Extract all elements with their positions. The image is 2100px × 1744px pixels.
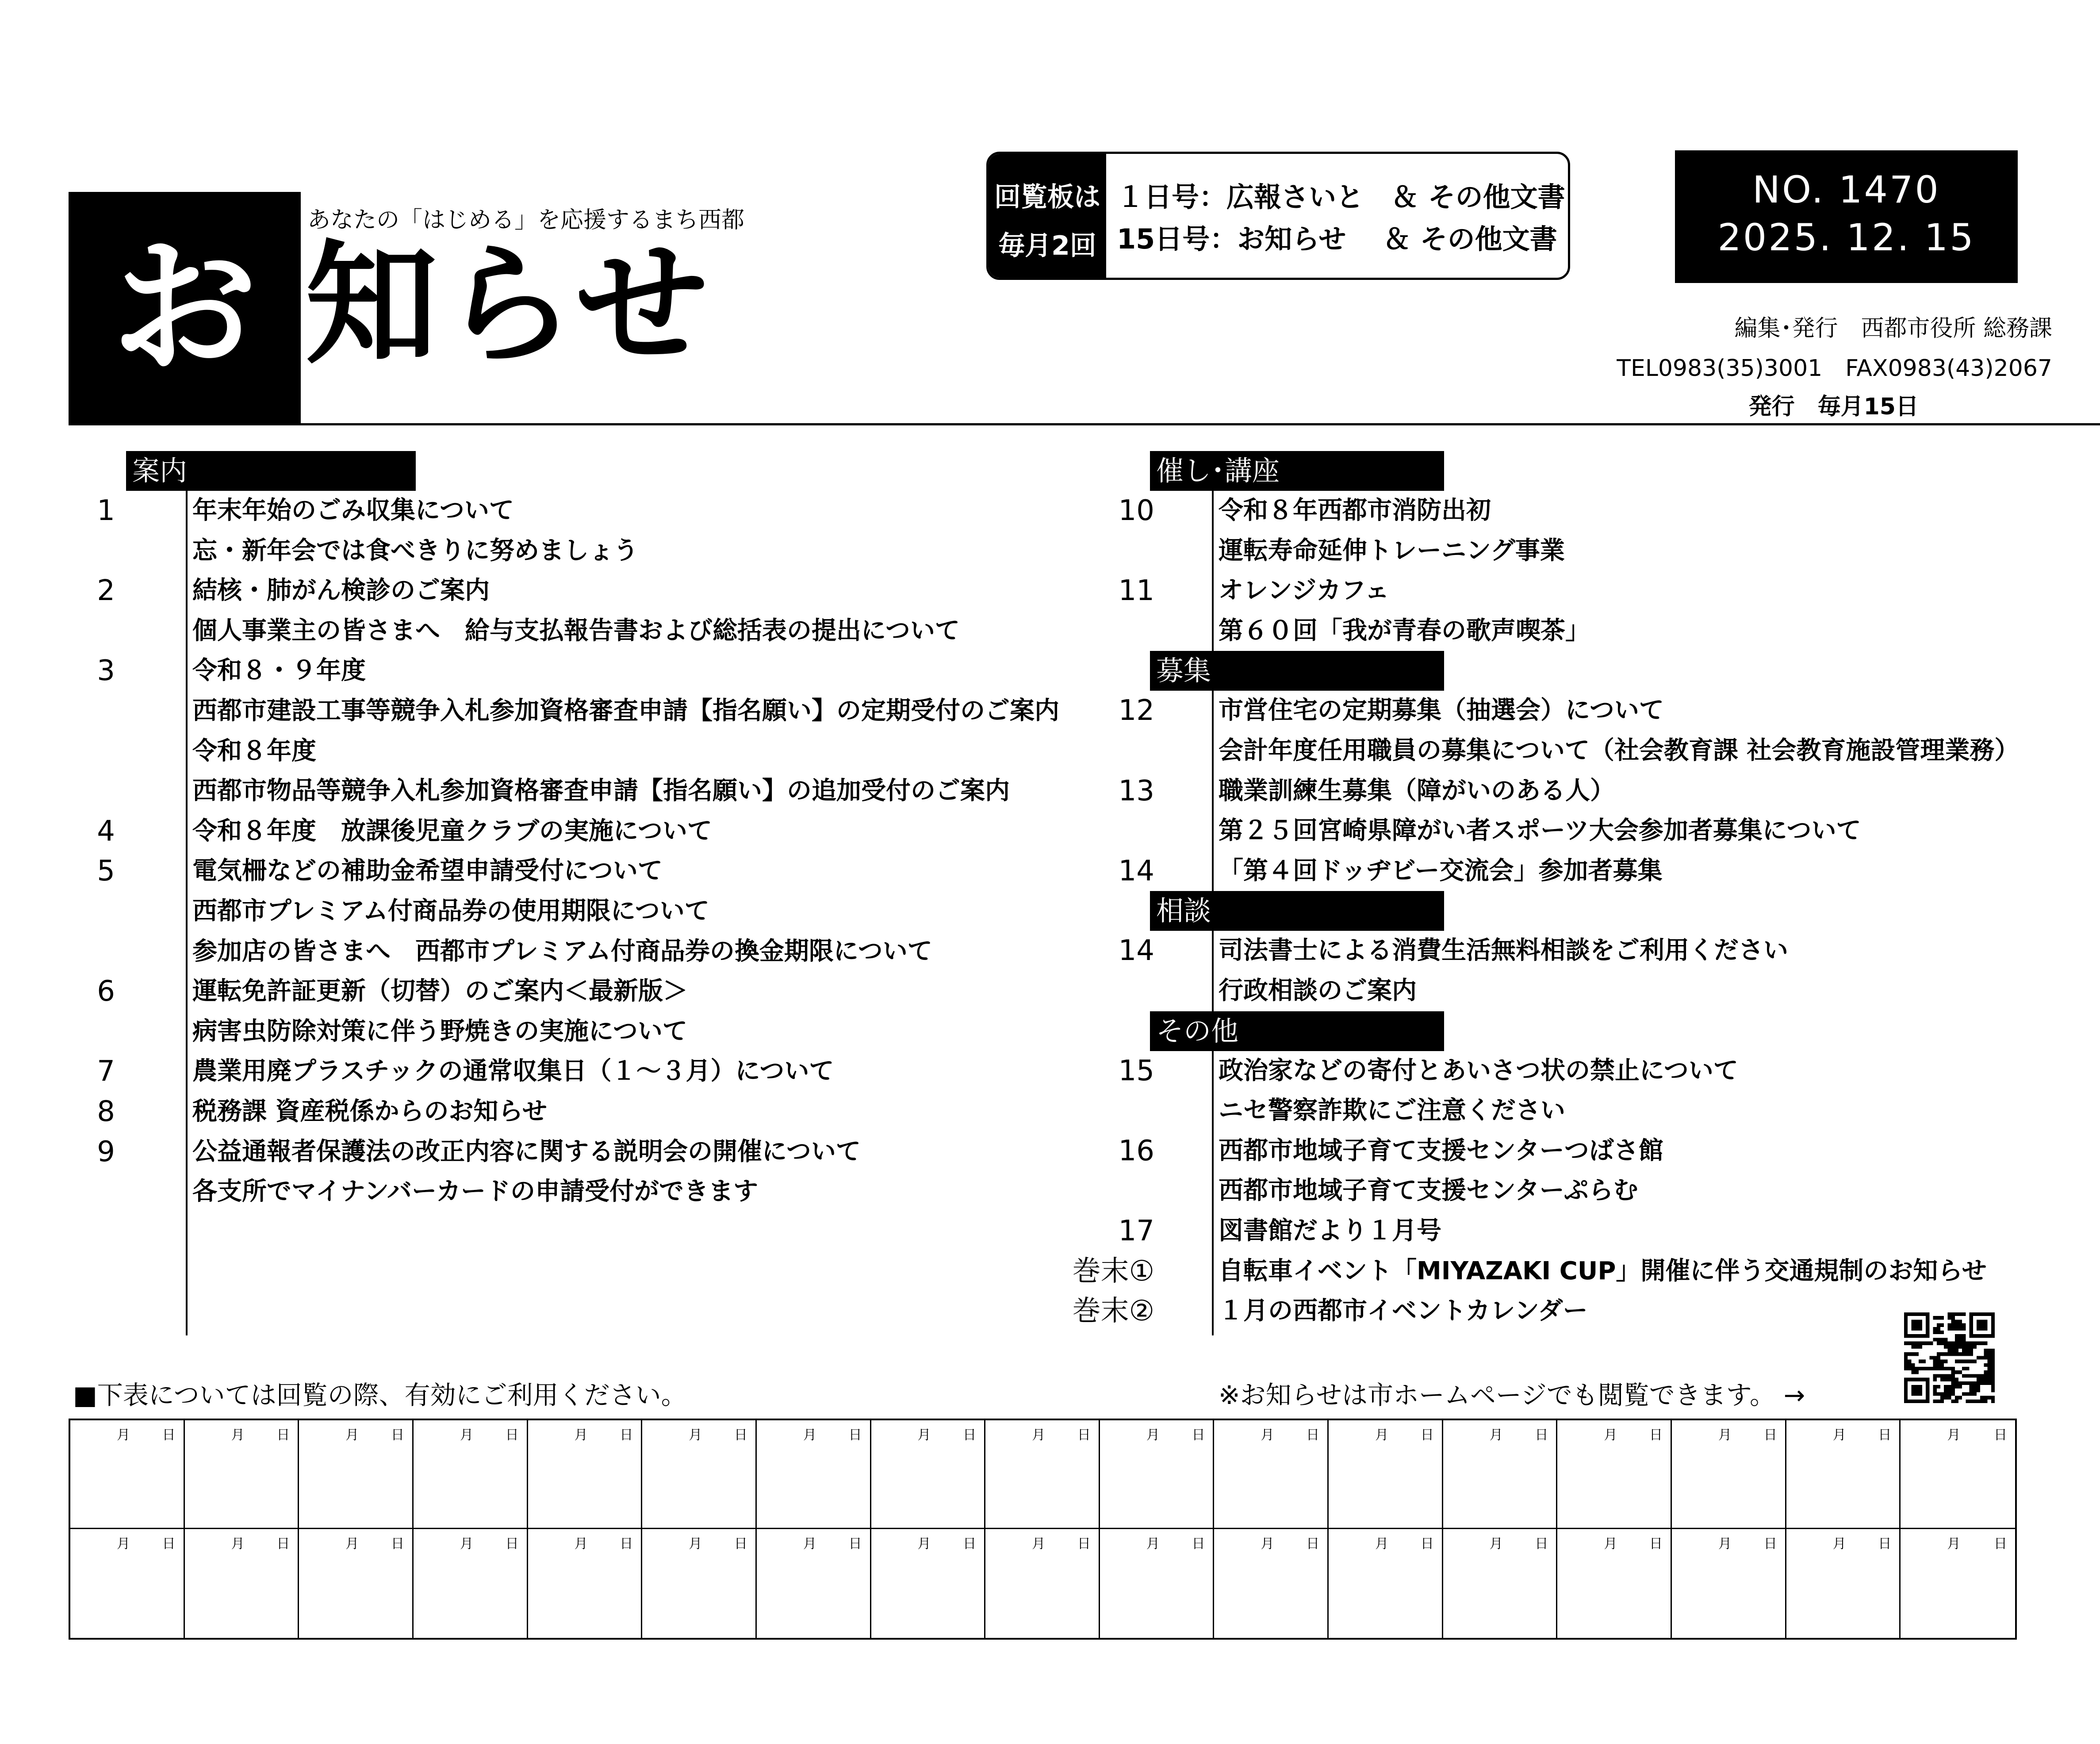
calendar-month-label: 月 [117, 1427, 130, 1443]
calendar-cell [871, 1529, 986, 1638]
notice-item [97, 1132, 861, 1172]
calendar-day-label: 日 [1306, 1536, 1320, 1552]
notice-item [1118, 1051, 1738, 1091]
circulation-label-line2: 毎月2回 [998, 230, 1096, 261]
circulation-row-1: １日号：広報さいと ＆ その他文書 [1117, 181, 1565, 213]
calendar-month-label: 月 [803, 1536, 816, 1552]
notice-number: 12 [1118, 694, 1154, 727]
calendar-month-label: 月 [1146, 1427, 1160, 1443]
calendar-month-label: 月 [1261, 1427, 1274, 1443]
calendar-month-label: 月 [1604, 1427, 1617, 1443]
calendar-day-label: 日 [1420, 1536, 1434, 1552]
section-header: 相談 [1150, 891, 1444, 931]
calendar-month-label: 月 [1947, 1427, 1961, 1443]
circulation-row-2: 15日号：お知らせ ＆ その他文書 [1117, 223, 1557, 255]
circulation-box [986, 152, 1570, 280]
notice-number: 1 [97, 494, 115, 527]
notice-title: 司法書士による消費生活無料相談をご利用ください [1219, 936, 1788, 965]
notice-title: 第２５回宮崎県障がい者スポーツ大会参加者募集について [1219, 816, 1861, 845]
notice-title: 図書館だより１月号 [1219, 1216, 1441, 1245]
circulation-label-line1: 回覧板は [994, 182, 1100, 213]
calendar-cell [1672, 1529, 1786, 1638]
notice-title: 電気柵などの補助金希望申請受付について [192, 857, 663, 886]
calendar-day-label: 日 [162, 1427, 176, 1443]
calendar-day-label: 日 [1535, 1427, 1548, 1443]
issue-box [1675, 150, 2018, 283]
notice-number: 15 [1118, 1054, 1154, 1087]
calendar-day-label: 日 [276, 1536, 290, 1552]
calendar-day-label: 日 [1763, 1427, 1777, 1443]
notice-item [126, 731, 416, 772]
notice-title: 令和８年度 放課後児童クラブの実施について [192, 816, 712, 845]
calendar-day-label: 日 [734, 1427, 747, 1443]
notice-number: 17 [1118, 1214, 1154, 1247]
page-title: 知らせ [305, 228, 713, 382]
calendar-cell [528, 1420, 643, 1529]
notice-item [1150, 611, 1590, 651]
notice-number [15, 1012, 115, 1052]
notice-item [97, 851, 663, 891]
calendar-day-label: 日 [620, 1427, 633, 1443]
calendar-day-label: 日 [162, 1536, 176, 1552]
notice-number: 11 [1118, 574, 1154, 608]
calendar-month-label: 月 [689, 1427, 702, 1443]
notice-number [15, 691, 115, 731]
calendar-day-label: 日 [1763, 1536, 1777, 1552]
calendar-day-label: 日 [1649, 1536, 1663, 1552]
notice-item [126, 531, 638, 571]
calendar-day-label: 日 [1192, 1427, 1205, 1443]
notice-item [126, 1172, 759, 1212]
section-header: 案内 [126, 451, 416, 491]
notice-number [1017, 611, 1154, 651]
notice-item [1118, 491, 1491, 531]
notice-number: 13 [1118, 774, 1154, 807]
notice-item [1118, 691, 1664, 731]
calendar-day-label: 日 [391, 1536, 404, 1552]
calendar-month-label: 月 [460, 1536, 473, 1552]
issue-number: NO. 1470 [1752, 168, 1940, 211]
calendar-month-label: 月 [460, 1427, 473, 1443]
qr-code-icon [1904, 1312, 1995, 1403]
notice-item [97, 811, 712, 852]
calendar-day-label: 日 [1192, 1536, 1205, 1552]
notice-number [15, 932, 115, 971]
calendar-month-label: 月 [1489, 1427, 1503, 1443]
calendar-cell [414, 1420, 528, 1529]
calendar-month-label: 月 [117, 1536, 130, 1552]
calendar-day-label: 日 [963, 1427, 977, 1443]
notice-item [126, 691, 1059, 731]
notice-title: 西都市物品等競争入札参加資格審査申請【指名願い】の追加受付のご案内 [192, 776, 1010, 806]
calendar-cell [1557, 1420, 1672, 1529]
notice-title: 忘・新年会では食べきりに努めましょう [192, 536, 638, 565]
notice-title: 公益通報者保護法の改正内容に関する説明会の開催について [192, 1137, 861, 1166]
calendar-month-label: 月 [345, 1536, 359, 1552]
circulation-label [989, 154, 1106, 278]
notice-title: 行政相談のご案内 [1219, 976, 1417, 1005]
notice-item [1118, 851, 1663, 891]
calendar-cell [1786, 1529, 1901, 1638]
calendar-day-label: 日 [848, 1536, 862, 1552]
calendar-cell [642, 1420, 757, 1529]
calendar-day-label: 日 [734, 1536, 747, 1552]
calendar-day-label: 日 [1993, 1427, 2007, 1443]
notice-title: 自転車イベント「MIYAZAKI CUP」開催に伴う交通規制のお知らせ [1219, 1256, 1987, 1285]
notice-item [1118, 1211, 1444, 1251]
calendar-cell [414, 1529, 528, 1638]
calendar-month-label: 月 [574, 1536, 588, 1552]
notice-title: 病害虫防除対策に伴う野焼きの実施について [192, 1017, 687, 1046]
notice-number [1017, 1171, 1154, 1211]
calendar-cell [1329, 1420, 1443, 1529]
calendar-cell [185, 1420, 299, 1529]
calendar-month-label: 月 [1032, 1536, 1046, 1552]
notice-number [1017, 731, 1154, 771]
calendar-month-label: 月 [917, 1427, 931, 1443]
calendar-cell [1329, 1529, 1443, 1638]
calendar-month-label: 月 [1832, 1536, 1846, 1552]
publish-frequency: 発行 毎月15日 [1748, 394, 1919, 420]
notice-item [1150, 811, 1861, 851]
notice-title: 年末年始のごみ収集について [192, 496, 514, 525]
notice-title: 職業訓練生募集（障がいのある人） [1219, 776, 1615, 805]
calendar-day-label: 日 [963, 1536, 977, 1552]
notice-item [126, 891, 709, 932]
section-header: 募集 [1150, 651, 1444, 691]
calendar-month-label: 月 [1832, 1427, 1846, 1443]
header-rule [69, 423, 2100, 425]
calendar-month-label: 月 [917, 1536, 931, 1552]
issue-date: 2025. 12. 15 [1717, 216, 1975, 259]
calendar-cell [1100, 1529, 1215, 1638]
notice-title: 会計年度任用職員の募集について（社会教育課 社会教育施設管理業務） [1219, 736, 2020, 765]
notice-number: 7 [97, 1055, 115, 1088]
notice-title: 運転免許証更新（切替）のご案内＜最新版＞ [192, 977, 688, 1006]
notice-item [126, 611, 960, 651]
notice-item [1118, 771, 1615, 811]
calendar-cell [1443, 1529, 1558, 1638]
notice-title: 西都市地域子育て支援センターつばさ館 [1219, 1136, 1663, 1165]
calendar-cell [1100, 1420, 1215, 1529]
notice-number: 6 [97, 975, 115, 1008]
title-first-char: お [111, 223, 258, 393]
calendar-cell [1443, 1420, 1558, 1529]
notice-number: 14 [1118, 934, 1154, 968]
calendar-month-label: 月 [1375, 1536, 1389, 1552]
notice-title: 税務課 資産税係からのお知らせ [192, 1097, 547, 1126]
calendar-cell [1214, 1529, 1329, 1638]
calendar-cell [185, 1529, 299, 1638]
calendar-day-label: 日 [1649, 1427, 1663, 1443]
calendar-month-label: 月 [1375, 1427, 1389, 1443]
notice-item [1150, 1091, 1565, 1131]
notice-item [97, 1052, 834, 1092]
notice-number: 3 [97, 654, 115, 688]
notice-item [97, 571, 490, 611]
notice-item [97, 491, 514, 531]
notice-title: １月の西都市イベントカレンダー [1219, 1297, 1588, 1326]
notice-title: 参加店の皆さまへ 西都市プレミアム付商品券の換金期限について [192, 937, 932, 966]
notice-title: ニセ警察詐欺にご注意ください [1219, 1096, 1565, 1125]
notice-item [1118, 1131, 1663, 1171]
calendar-cell [985, 1529, 1100, 1638]
notice-number: 2 [97, 574, 115, 608]
calendar-cell [871, 1420, 986, 1529]
calendar-note: ■下表については回覧の際、有効にご利用ください。 [73, 1380, 687, 1410]
calendar-day-label: 日 [1878, 1427, 1892, 1443]
calendar-day-label: 日 [1306, 1427, 1320, 1443]
calendar-month-label: 月 [803, 1427, 816, 1443]
notice-number: 巻末② [1072, 1295, 1154, 1328]
calendar-cell [1557, 1529, 1672, 1638]
notice-title: 令和８年西都市消防出初 [1219, 496, 1491, 525]
notice-title: 政治家などの寄付とあいさつ状の禁止について [1219, 1056, 1738, 1085]
notice-title: 「第４回ドッヂビー交流会」参加者募集 [1219, 856, 1663, 885]
notice-title: 運転寿命延伸トレーニング事業 [1219, 536, 1565, 565]
calendar-month-label: 月 [1718, 1427, 1732, 1443]
circulation-calendar-table [69, 1419, 2017, 1640]
calendar-cell [1672, 1420, 1786, 1529]
notice-number [15, 1172, 115, 1212]
notice-item [126, 932, 932, 972]
calendar-day-label: 日 [1077, 1427, 1091, 1443]
notice-item [1118, 931, 1788, 971]
notice-item [126, 771, 1010, 811]
calendar-day-label: 日 [848, 1427, 862, 1443]
notice-item [1150, 971, 1444, 1011]
calendar-month-label: 月 [689, 1536, 702, 1552]
notice-item [1118, 571, 1444, 611]
notice-item [1072, 1291, 1588, 1331]
calendar-day-label: 日 [1077, 1536, 1091, 1552]
notice-title: オレンジカフェ [1219, 576, 1390, 605]
calendar-month-label: 月 [231, 1427, 245, 1443]
contact-info: TEL0983(35)3001 FAX0983(43)2067 [1617, 355, 2052, 382]
calendar-day-label: 日 [505, 1536, 519, 1552]
notice-number [1017, 811, 1154, 851]
calendar-cell [299, 1420, 414, 1529]
calendar-cell [70, 1420, 185, 1529]
notice-item [97, 971, 688, 1012]
right-column [1072, 451, 2020, 1331]
homepage-note: ※お知らせは市ホームページでも閲覧できます。 → [1219, 1380, 1805, 1410]
notice-item [97, 651, 416, 691]
slogan: あなたの「はじめる」を応援するまち西都 [307, 207, 745, 233]
notice-item [97, 1092, 547, 1132]
notice-number: 10 [1118, 494, 1154, 527]
calendar-day-label: 日 [1993, 1536, 2007, 1552]
notice-title: 農業用廃プラスチックの通常収集日（１～３月）について [192, 1057, 834, 1086]
notice-item [1072, 1251, 1987, 1292]
notice-title: 各支所でマイナンバーカードの申請受付ができます [192, 1177, 759, 1206]
section-header: 催し･講座 [1150, 451, 1444, 491]
notice-title: 第６０回「我が青春の歌声喫茶」 [1219, 616, 1590, 645]
calendar-month-label: 月 [1146, 1536, 1160, 1552]
calendar-cell [642, 1529, 757, 1638]
notice-item [126, 1012, 687, 1052]
notice-number: 9 [97, 1135, 115, 1168]
notice-number: 4 [97, 815, 115, 848]
notice-title: 令和８・９年度 [192, 656, 366, 685]
notice-title: 西都市地域子育て支援センターぷらむ [1219, 1176, 1638, 1205]
calendar-day-label: 日 [1535, 1536, 1548, 1552]
notice-number [15, 771, 115, 811]
calendar-cell [299, 1529, 414, 1638]
notice-title: 個人事業主の皆さまへ 給与支払報告書および総括表の提出について [192, 616, 960, 645]
calendar-day-label: 日 [276, 1427, 290, 1443]
notice-item [1150, 1171, 1638, 1211]
notice-title: 西都市プレミアム付商品券の使用期限について [192, 896, 709, 926]
left-column [97, 451, 1059, 1212]
notice-number: 14 [1118, 854, 1154, 887]
title-first-char-box [69, 192, 301, 424]
notice-number [1017, 971, 1154, 1011]
calendar-month-label: 月 [574, 1427, 588, 1443]
calendar-cell [528, 1529, 643, 1638]
calendar-month-label: 月 [1604, 1536, 1617, 1552]
notice-number: 5 [97, 855, 115, 888]
calendar-cell [70, 1529, 185, 1638]
calendar-month-label: 月 [345, 1427, 359, 1443]
notice-number [1017, 1091, 1154, 1131]
notice-number [15, 731, 115, 771]
calendar-cell [1786, 1420, 1901, 1529]
notice-item [1150, 731, 2020, 771]
calendar-month-label: 月 [1032, 1427, 1046, 1443]
notice-number: 16 [1118, 1134, 1154, 1167]
calendar-day-label: 日 [1420, 1427, 1434, 1443]
calendar-day-label: 日 [620, 1536, 633, 1552]
calendar-day-label: 日 [505, 1427, 519, 1443]
notice-title: 市営住宅の定期募集（抽選会）について [1219, 696, 1664, 725]
notice-item [1150, 531, 1565, 571]
notice-number: 8 [97, 1095, 115, 1128]
notice-title: 結核・肺がん検診のご案内 [192, 576, 490, 605]
calendar-month-label: 月 [1261, 1536, 1274, 1552]
calendar-day-label: 日 [391, 1427, 404, 1443]
calendar-month-label: 月 [231, 1536, 245, 1552]
calendar-month-label: 月 [1947, 1536, 1961, 1552]
calendar-cell [757, 1529, 871, 1638]
calendar-day-label: 日 [1878, 1536, 1892, 1552]
notice-title: 西都市建設工事等競争入札参加資格審査申請【指名願い】の定期受付のご案内 [192, 696, 1059, 725]
notice-number [15, 891, 115, 931]
notice-number [15, 611, 115, 651]
notice-number: 巻末① [1072, 1254, 1154, 1288]
calendar-cell [1901, 1529, 2015, 1638]
publisher: 編集･発行 西都市役所 総務課 [1734, 315, 2052, 342]
calendar-cell [1214, 1420, 1329, 1529]
calendar-cell [757, 1420, 871, 1529]
notice-title: 令和８年度 [192, 736, 316, 765]
calendar-month-label: 月 [1489, 1536, 1503, 1552]
section-header: その他 [1150, 1011, 1444, 1051]
calendar-month-label: 月 [1718, 1536, 1732, 1552]
notice-number [15, 531, 115, 571]
calendar-cell [985, 1420, 1100, 1529]
calendar-cell [1901, 1420, 2015, 1529]
notice-number [1017, 531, 1154, 571]
